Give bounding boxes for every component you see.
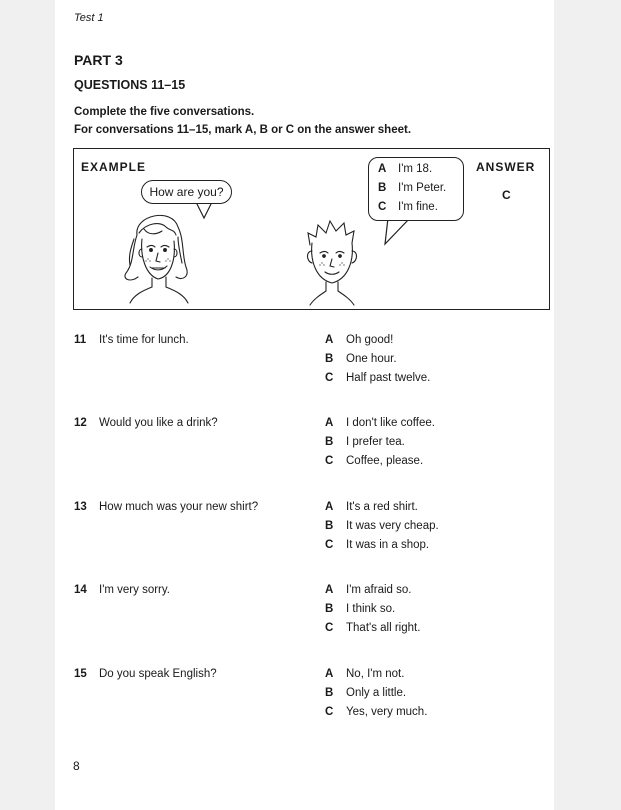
example-option-a: A I'm 18. [378,163,433,175]
option-text: Coffee, please. [346,455,424,467]
questions-title: QUESTIONS 11–15 [74,78,186,92]
option-text: Half past twelve. [346,372,431,384]
option-text: I prefer tea. [346,436,405,448]
option-text: No, I'm not. [346,668,405,680]
option-text: I'm afraid so. [346,584,412,596]
option-letter: A [325,501,334,513]
option-letter: C [325,622,334,634]
woman-illustration [112,205,202,305]
option-letter: B [325,436,334,448]
option-letter: A [325,668,334,680]
option-text: Yes, very much. [346,706,428,718]
option-text: Only a little. [346,687,407,699]
example-label: EXAMPLE [81,160,147,174]
speech-bubble [141,180,232,204]
option-text: It was very cheap. [346,520,439,532]
test-label: Test 1 [74,12,104,24]
page-number: 8 [73,759,80,773]
part-title: PART 3 [74,52,123,68]
answer-value: C [502,188,511,202]
option-text: It was in a shop. [346,539,430,551]
question-text: Would you like a drink? [99,417,218,429]
question-number: 14 [74,584,87,596]
option-text: Oh good! [346,334,394,346]
instruction-line-2: For conversations 11–15, mark A, B or C on the answer sheet. [74,124,412,136]
option-text: I think so. [346,603,396,615]
option-letter: C [325,539,334,551]
option-letter: B [325,687,334,699]
option-text: I don't like coffee. [346,417,435,429]
instruction-line-1: Complete the five conversations. [74,106,255,118]
option-text: It's a red shirt. [346,501,418,513]
option-letter: A [325,584,334,596]
speech-bubble-text: How are you? [149,185,224,199]
question-text: It's time for lunch. [99,334,189,346]
example-option-b: B I'm Peter. [378,182,447,194]
option-letter: B [325,520,334,532]
question-text: How much was your new shirt? [99,501,259,513]
option-letter: C [325,372,334,384]
example-option-c: C I'm fine. [378,201,438,213]
question-number: 11 [74,334,87,346]
option-letter: C [325,455,334,467]
boy-illustration [298,215,368,305]
option-letter: A [325,334,334,346]
question-number: 12 [74,417,87,429]
option-letter: C [325,706,334,718]
question-text: I'm very sorry. [99,584,170,596]
page-sheet [55,0,554,810]
option-letter: A [325,417,334,429]
answer-label: ANSWER [476,160,536,174]
question-number: 13 [74,501,87,513]
question-number: 15 [74,668,87,680]
question-text: Do you speak English? [99,668,217,680]
option-text: One hour. [346,353,397,365]
option-text: That's all right. [346,622,421,634]
option-letter: B [325,603,334,615]
option-letter: B [325,353,334,365]
